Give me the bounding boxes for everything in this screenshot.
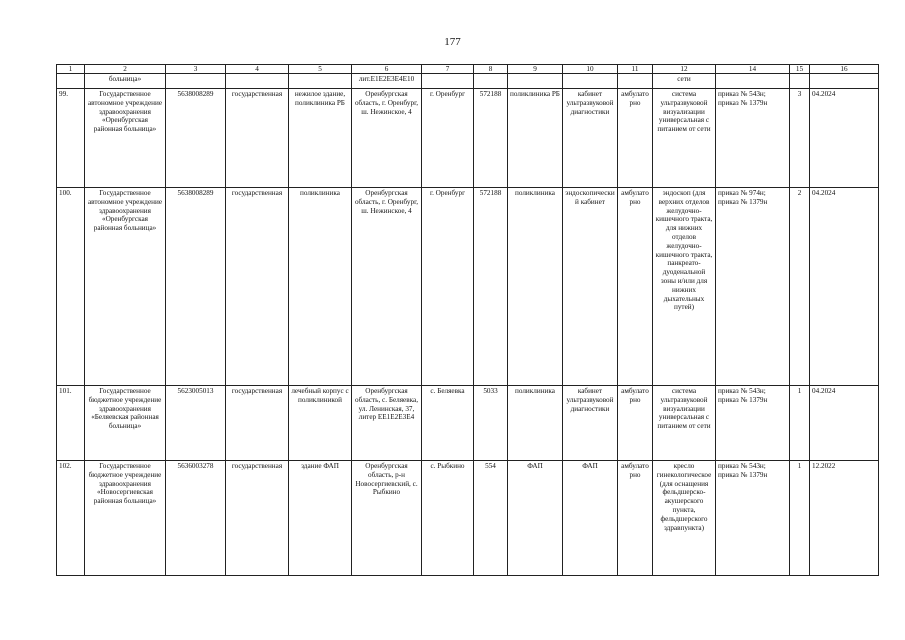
cell-empty [166, 74, 226, 89]
cell-code: 572188 [474, 188, 508, 386]
table-row [57, 461, 879, 576]
cell-empty [422, 74, 474, 89]
cell-address: Оренбургская область, с. Беляевка, ул. Ленинская, 37, литер ЕЕ1Е2Е3Е4 [352, 386, 422, 461]
cell-unit: поликлиника РБ [508, 89, 563, 188]
cell-date: 04.2024 [810, 89, 879, 188]
cell-inn: 5623005013 [166, 386, 226, 461]
cell-unit: поликлиника [508, 386, 563, 461]
cell-locality: г. Оренбург [422, 188, 474, 386]
cell-organization: Государственное бюджетное учреждение здравоохранения «Беляевская районная больница» [85, 386, 166, 461]
cell-row-number: 100. [57, 188, 85, 386]
cell-date: 12.2022 [810, 461, 879, 576]
column-header: 14 [716, 65, 790, 74]
column-header: 4 [226, 65, 289, 74]
cell-date: 04.2024 [810, 386, 879, 461]
column-header: 16 [810, 65, 879, 74]
cell-room: ФАП [563, 461, 618, 576]
column-header: 2 [85, 65, 166, 74]
cell-unit: ФАП [508, 461, 563, 576]
cell-empty [790, 74, 810, 89]
column-header: 6 [352, 65, 422, 74]
column-header: 3 [166, 65, 226, 74]
cell-empty [618, 74, 653, 89]
cell-ownership: государственная [226, 461, 289, 576]
cell-organization: Государственное автономное учреждение здравоохранения «Оренбургская районная больница» [85, 188, 166, 386]
cell-ownership: государственная [226, 386, 289, 461]
column-header: 5 [289, 65, 352, 74]
cell-care: амбулаторно [618, 386, 653, 461]
column-header: 11 [618, 65, 653, 74]
cell-equipment: кресло гинекологическое (для оснащения фельдшерско-акушерского пункта, фельдшерского здравпункта) [653, 461, 716, 576]
cell-empty [810, 74, 879, 89]
cell-address: Оренбургская область, г. Оренбург, ш. Нежинское, 4 [352, 89, 422, 188]
cell-order: приказ № 974н; приказ № 1379н [716, 188, 790, 386]
cell-locality: с. Беляевка [422, 386, 474, 461]
table-row [57, 89, 879, 188]
cell-care: амбулаторно [618, 188, 653, 386]
column-header: 1 [57, 65, 85, 74]
cell-building: здание ФАП [289, 461, 352, 576]
cell-ownership: государственная [226, 188, 289, 386]
cell-quantity: 1 [790, 386, 810, 461]
cell-empty [508, 74, 563, 89]
cell-row-number: 99. [57, 89, 85, 188]
column-header: 8 [474, 65, 508, 74]
cell-empty [226, 74, 289, 89]
cell-quantity: 1 [790, 461, 810, 576]
equipment-table [56, 64, 879, 576]
cell-code: 5033 [474, 386, 508, 461]
table-row [57, 386, 879, 461]
cell-ownership: государственная [226, 89, 289, 188]
cell-empty [563, 74, 618, 89]
cell-empty [289, 74, 352, 89]
cell-equipment: эндоскоп (для верхних отделов желудочно-кишечного тракта, для нижних отделов желудочно-кишечного тракта, панкреато-дуоденальной зоны и/или для нижних дыхательных путей) [653, 188, 716, 386]
column-header: 12 [653, 65, 716, 74]
cell-inn: 5638008289 [166, 188, 226, 386]
cell-equipment: система ультразвуковой визуализации универсальная с питанием от сети [653, 89, 716, 188]
cell-date: 04.2024 [810, 188, 879, 386]
continuation-row [57, 74, 879, 89]
cell-address: Оренбургская область, г. Оренбург, ш. Нежинское, 4 [352, 188, 422, 386]
cell-locality: с. Рыбкино [422, 461, 474, 576]
cell-equipment: система ультразвуковой визуализации универсальная с питанием от сети [653, 386, 716, 461]
cell-order: приказ № 543н; приказ № 1379н [716, 461, 790, 576]
cell-quantity: 2 [790, 188, 810, 386]
cell-row-number: 101. [57, 386, 85, 461]
cell-empty [474, 74, 508, 89]
column-number-row [57, 65, 879, 74]
column-header: 7 [422, 65, 474, 74]
cell-empty [57, 74, 85, 89]
cell-order: приказ № 543н; приказ № 1379н [716, 89, 790, 188]
cell-org-continued: больница» [85, 74, 166, 89]
cell-room: эндоскопический кабинет [563, 188, 618, 386]
cell-inn: 5636003278 [166, 461, 226, 576]
cell-code: 572188 [474, 89, 508, 188]
cell-building: нежилое здание, поликлиника РБ [289, 89, 352, 188]
cell-room: кабинет ультразвуковой диагностики [563, 386, 618, 461]
column-header: 9 [508, 65, 563, 74]
cell-building: лечебный корпус с поликлиникой [289, 386, 352, 461]
cell-building: поликлиника [289, 188, 352, 386]
cell-care: амбулаторно [618, 461, 653, 576]
cell-address: Оренбургская область, р-н Новосергиевский, с. Рыбкино [352, 461, 422, 576]
cell-address-continued: лит.Е1Е2Е3Е4Е10 [352, 74, 422, 89]
cell-code: 554 [474, 461, 508, 576]
cell-locality: г. Оренбург [422, 89, 474, 188]
cell-quantity: 3 [790, 89, 810, 188]
cell-order: приказ № 543н; приказ № 1379н [716, 386, 790, 461]
cell-organization: Государственное бюджетное учреждение здравоохранения «Новосергиевская районная больница» [85, 461, 166, 576]
cell-inn: 5638008289 [166, 89, 226, 188]
cell-room: кабинет ультразвуковой диагностики [563, 89, 618, 188]
page-number: 177 [444, 36, 461, 48]
cell-row-number: 102. [57, 461, 85, 576]
column-header: 15 [790, 65, 810, 74]
cell-care: амбулаторно [618, 89, 653, 188]
table-row [57, 188, 879, 386]
cell-unit: поликлиника [508, 188, 563, 386]
cell-equipment-continued: сети [653, 74, 716, 89]
column-header: 10 [563, 65, 618, 74]
cell-empty [716, 74, 790, 89]
cell-organization: Государственное автономное учреждение здравоохранения «Оренбургская районная больница» [85, 89, 166, 188]
